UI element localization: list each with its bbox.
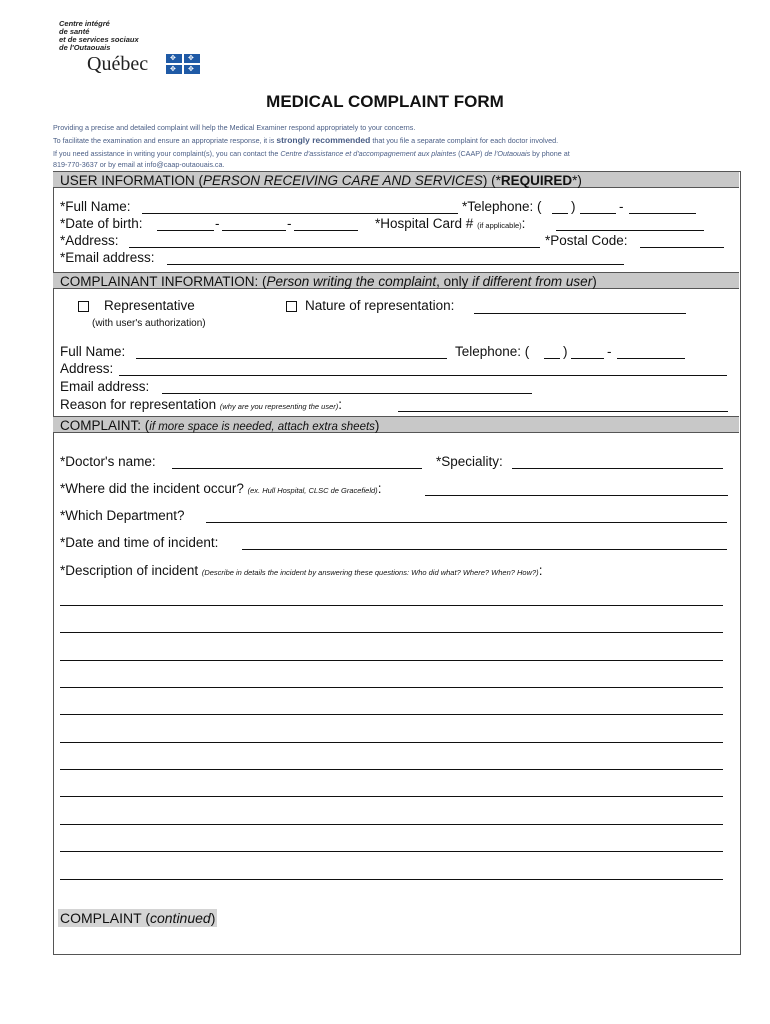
user-telephone-label: *Telephone: ( [462,199,542,214]
intro-line-4: 819-770-3637 or by email at info@caap-outaouais.ca. [53,160,225,169]
intro-line-3: If you need assistance in writing your complaint(s), you can contact the Centre d'assistance et d'accompagnement aux plaintes (CAAP) de l'Outaouais by phone at [53,149,570,158]
organization-name [59,20,139,52]
complainant-address-field[interactable] [119,375,727,376]
user-dob-day-field[interactable] [157,230,214,231]
description-line[interactable] [60,742,723,743]
org-line: Centre intégré [59,19,110,28]
complainant-email-field[interactable] [162,393,532,394]
complainant-telephone-dash: - [607,344,612,359]
speciality-field[interactable] [512,468,723,469]
form-title: MEDICAL COMPLAINT FORM [266,92,504,111]
intro-text [53,121,743,170]
description-label: *Description of incident (Describe in details the incident by answering these questions: Who did what? Where? When? How?): [60,563,543,578]
user-dob-dash: - [287,216,292,231]
nature-label: Nature of representation: [305,298,455,313]
complaint-continued-label: COMPLAINT (continued) [60,910,216,926]
complainant-address-label: Address: [60,361,114,376]
user-dob-dash: - [215,216,220,231]
representative-label: Representative [104,298,195,313]
org-line: et de services sociaux [59,35,139,44]
user-email-label: *Email address: [60,250,155,265]
user-dob-month-field[interactable] [222,230,286,231]
incident-location-label: *Where did the incident occur? (ex. Hull Hospital, CLSC de Gracefield): [60,481,382,496]
complainant-full-name-field[interactable] [136,358,447,359]
user-postal-code-label: *Postal Code: [545,233,628,248]
complainant-telephone-number-field[interactable] [617,358,685,359]
incident-datetime-label: *Date and time of incident: [60,535,219,550]
incident-datetime-field[interactable] [242,549,727,550]
user-info-header: USER INFORMATION (PERSON RECEIVING CARE AND SERVICES) (*REQUIRED*) [53,171,739,188]
representative-checkbox[interactable] [78,301,89,312]
user-address-field[interactable] [129,247,540,248]
department-label: *Which Department? [60,508,185,523]
user-full-name-field[interactable] [142,213,458,214]
complaint-header: COMPLAINT: (if more space is needed, attach extra sheets) [53,416,739,433]
complainant-telephone-area-field[interactable] [544,358,560,359]
user-telephone-area-field[interactable] [552,213,568,214]
description-line[interactable] [60,660,723,661]
hospital-card-field[interactable] [556,230,704,231]
description-line[interactable] [60,605,723,606]
user-telephone-prefix-field[interactable] [580,213,616,214]
user-address-label: *Address: [60,233,119,248]
hospital-card-label: *Hospital Card # (if applicable): [375,216,526,231]
user-dob-year-field[interactable] [294,230,358,231]
description-line[interactable] [60,632,723,633]
reason-field[interactable] [398,411,728,412]
nature-field[interactable] [474,313,686,314]
reason-label: Reason for representation (why are you representing the user): [60,397,343,412]
user-telephone-number-field[interactable] [629,213,696,214]
representative-note: (with user's authorization) [92,318,206,329]
complainant-telephone-label: Telephone: ( [455,344,530,359]
complainant-telephone-close: ) [563,344,568,359]
nature-checkbox[interactable] [286,301,297,312]
description-line[interactable] [60,714,723,715]
description-line[interactable] [60,687,723,688]
user-telephone-close: ) [571,199,576,214]
complainant-email-label: Email address: [60,379,150,394]
complainant-full-name-label: Full Name: [60,344,126,359]
user-dob-label: *Date of birth: [60,216,143,231]
speciality-label: *Speciality: [436,454,503,469]
quebec-flag-icon: ✥ ✥ ✥ ✥ [166,54,200,74]
org-line: de santé [59,27,90,36]
user-full-name-label: *Full Name: [60,199,131,214]
description-line[interactable] [60,879,723,880]
user-email-field[interactable] [167,264,624,265]
description-line[interactable] [60,824,723,825]
incident-location-field[interactable] [425,495,728,496]
department-field[interactable] [206,522,727,523]
intro-line-1: Providing a precise and detailed complaint will help the Medical Examiner respond appropriately to your concerns. [53,123,416,132]
description-line[interactable] [60,851,723,852]
org-line: de l'Outaouais [59,43,111,52]
doctor-name-label: *Doctor's name: [60,454,156,469]
complainant-telephone-prefix-field[interactable] [571,358,604,359]
user-postal-code-field[interactable] [640,247,724,248]
doctor-name-field[interactable] [172,468,422,469]
description-line[interactable] [60,796,723,797]
intro-line-2: To facilitate the examination and ensure an appropriate response, it is strongly recommended that you file a separate complaint for each doctor involved. [53,135,559,145]
quebec-wordmark: Québec [87,53,149,75]
description-line[interactable] [60,769,723,770]
user-telephone-dash: - [619,199,624,214]
complainant-info-header: COMPLAINANT INFORMATION: (Person writing the complaint, only if different from user) [53,272,739,289]
